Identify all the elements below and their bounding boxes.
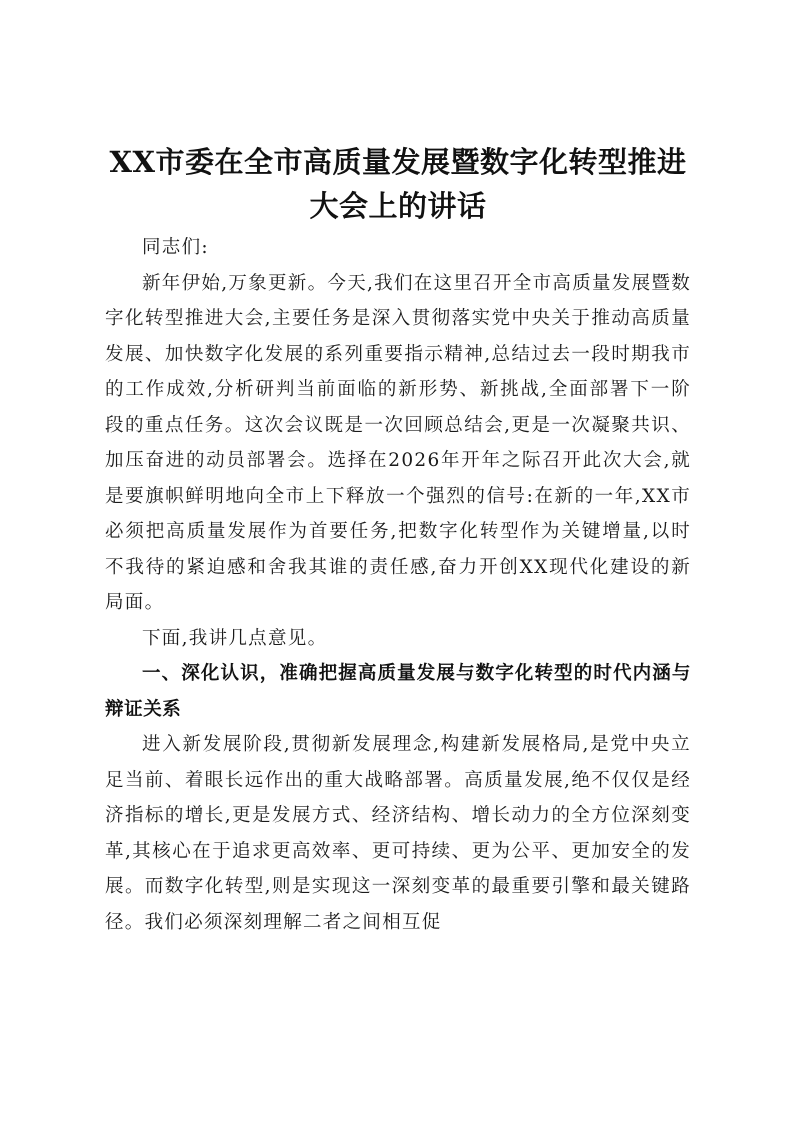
document-title: XX市委在全市高质量发展暨数字化转型推进大会上的讲话 [109, 145, 687, 223]
paragraph-opening: 新年伊始,万象更新。今天,我们在这里召开全市高质量发展暨数字化转型推进大会,主要任务是深入贯彻落实党中央关于推动高质量发展、加快数字化发展的系列重要指示精神,总结过去一段时期我市的工作成效,分析研判当前面临的新形势、新挑战,全面部署下一阶段的重点任务。这次会议既是一次回顾总结会,更是一次凝聚共识、加压奋进的动员部署会。选择在2026年开年之际召开此次大会,就是要旗帜鲜明地向全市上下释放一个强烈的信号:在新的一年,XX市必须把高质量发展作为首要任务,把数字化转型作为关键增量,以时不我待的紧迫感和舍我其谁的责任感,奋力开创XX现代化建设的新局面。 [105, 272, 691, 613]
document-page [105, 140, 691, 940]
section-1-paragraph: 进入新发展阶段,贯彻新发展理念,构建新发展格局,是党中央立足当前、着眼长远作出的重大战略部署。高质量发展,绝不仅仅是经济指标的增长,更是发展方式、经济结构、增长动力的全方位深刻变革,其核心在于追求更高效率、更可持续、更为公平、更加安全的发展。而数字化转型,则是实现这一深刻变革的最重要引擎和最关键路径。我们必须深刻理解二者之间相互促 [105, 734, 691, 933]
paragraph-transition: 下面,我讲几点意见。 [142, 627, 328, 649]
section-heading-1: 一、深化认识，准确把握高质量发展与数字化转型的时代内涵与辩证关系 [105, 663, 691, 720]
greeting: 同志们: [142, 237, 209, 258]
